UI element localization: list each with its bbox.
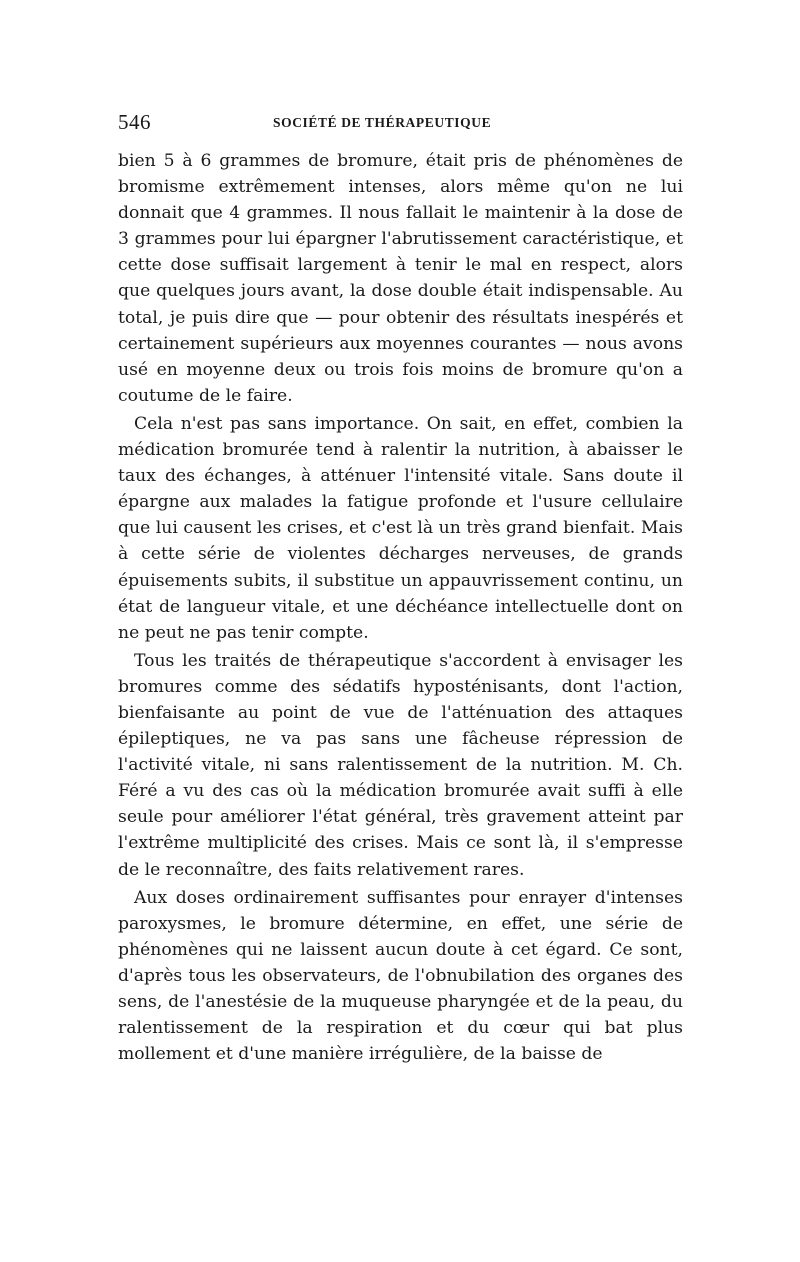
running-head: [118, 110, 683, 140]
paragraph: Aux doses ordinairement suffisantes pour enrayer d'intenses paroxysmes, le bromure détermine, en effet, une série de phénomènes qui ne laissent aucun doute à cet égard. Ce sont, d'après tous les observateurs, de l'obnubilation des organes des sens, de l'anestésie de la muqueuse pharyngée et de la peau, du ralentissement de la respiration et du cœur qui bat plus mollement et d'une manière irrégulière, de la baisse de: [118, 887, 683, 1065]
body-text: [118, 148, 683, 1067]
paragraph: Tous les traités de thérapeutique s'accordent à envisager les bromures comme des sédatifs hyposténisants, dont l'action, bienfaisante au point de vue de l'atténuation des attaques épileptiques, ne va pas sans une fâcheuse répression de l'activité vitale, ni sans ralentissement de la nutrition. M. Ch. Féré a vu des cas où la médication bromurée avait suffi à elle seule pour améliorer l'état général, très gravement atteint par l'extrême multiplicité des crises. Mais ce sont là, il s'empresse de le reconnaître, des faits relativement rares.: [118, 650, 683, 880]
paragraph-continued: bien 5 à 6 grammes de bromure, était pris de phénomènes de bromisme extrêmement intenses, alors même qu'on ne lui donnait que 4 grammes. Il nous fallait le maintenir à la dose de 3 grammes pour lui épargner l'abrutissement caractéristique, et cette dose suffisait largement à tenir le mal en respect, alors que quelques jours avant, la dose double était indispensable. Au total, je puis dire que — pour obtenir des résultats inespérés et certainement supérieurs aux moyennes courantes — nous avons usé en moyenne deux ou trois fois moins de bromure qu'on a coutume de le faire.: [118, 151, 683, 406]
running-title: SOCIÉTÉ DE THÉRAPEUTIQUE: [273, 115, 492, 130]
paragraph: Cela n'est pas sans importance. On sait, en effet, combien la médication bromurée tend à ralentir la nutrition, à abaisser le taux des échanges, à atténuer l'intensité vitale. Sans doute il épargne aux malades la fatigue profonde et l'usure cellulaire que lui causent les crises, et c'est là un très grand bienfait. Mais à cette série de violentes décharges nerveuses, de grands épuisements subits, il substitue un appauvrissement continu, un état de langueur vitale, et une déchéance intellectuelle dont on ne peut ne pas tenir compte.: [118, 413, 683, 643]
page-number: 546: [118, 110, 151, 134]
book-page: [118, 110, 683, 1067]
